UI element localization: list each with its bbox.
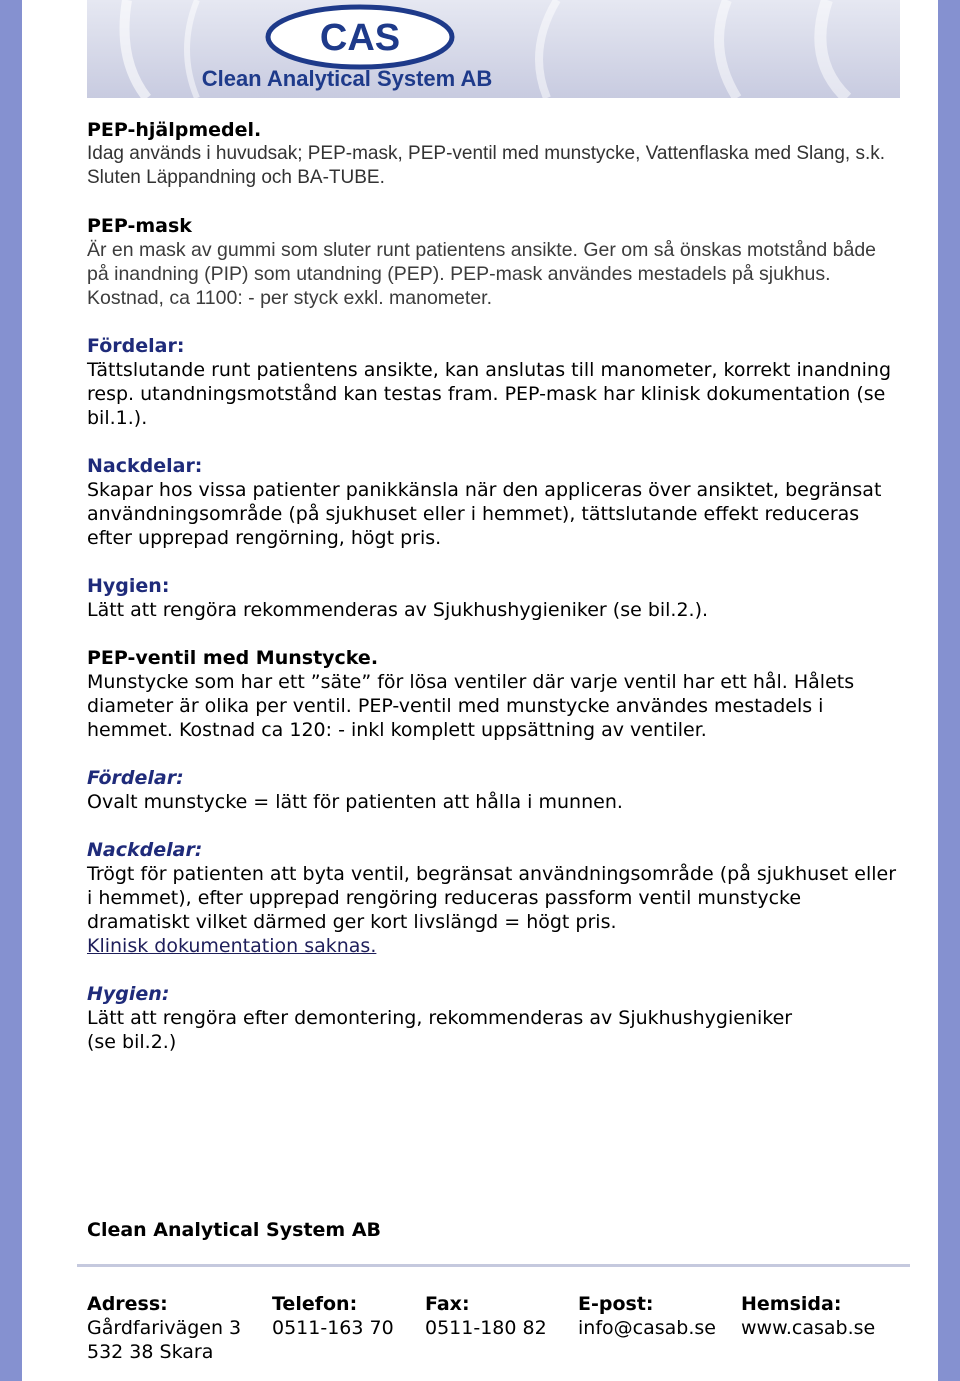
right-decorative-bar [938, 0, 960, 1381]
address-line-2: 532 38 Skara [87, 1341, 214, 1363]
document-body [87, 118, 902, 1054]
header-banner [87, 0, 900, 98]
pep-ventil-hygiene-text-2: (se bil.2.) [87, 1031, 177, 1053]
pep-mask-hygiene-text: Lätt att rengöra rekommenderas av Sjukhushygieniker (se bil.2.). [87, 599, 709, 621]
footer-phone [272, 1292, 394, 1340]
pep-ventil-cons-label: Nackdelar: [87, 839, 203, 861]
pep-mask-hygiene-label: Hygien: [87, 575, 170, 597]
pep-mask-cons-text: Skapar hos vissa patienter panikkänsla när den appliceras över ansiktet, begränsat användningsområde (på sjukhuset eller i hemmet), tättslutande effekt reduceras efter upprepad rengörning, högt pris. [87, 479, 882, 549]
pep-mask-pros-text: Tättslutande runt patientens ansikte, kan anslutas till manometer, korrekt inandning resp. utandningsmotstånd kan testas fram. PEP-mask har klinisk dokumentation (se bil.1.). [87, 359, 892, 429]
fax-value: 0511-180 82 [425, 1317, 547, 1339]
website-label: Hemsida: [741, 1293, 842, 1315]
pep-ventil-cons-text: Trögt för patienten att byta ventil, begränsat användningsområde (på sjukhuset eller i hemmet), efter upprepad rengöring reduceras passform ventil munstycke dramatiskt vilket därmed ger kort livslängd = högt pris. [87, 863, 897, 933]
clinical-documentation-link[interactable]: Klinisk dokumentation saknas. [87, 935, 377, 957]
pep-ventil-text: Munstycke som har ett ”säte” för lösa ventiler där varje ventil har ett hål. Hålets diameter är olika per ventil. PEP-ventil med munstycke användes mestadels i hemmet. Kostnad ca 120: - inkl komplett uppsättning av ventiler. [87, 671, 855, 741]
pep-mask-pros-label: Fördelar: [87, 335, 185, 357]
pep-ventil-heading: PEP-ventil med Munstycke. [87, 647, 379, 669]
logo-company: Clean Analytical System AB [201, 66, 493, 91]
footer-website [741, 1292, 875, 1340]
website-link[interactable]: www.casab.se [741, 1317, 876, 1339]
logo-text: CAS [319, 17, 401, 59]
pep-mask-cons-label: Nackdelar: [87, 455, 203, 477]
pep-ventil-pros-label: Fördelar: [87, 767, 184, 789]
address-label: Adress: [87, 1293, 168, 1315]
intro-text: Idag används i huvudsak; PEP-mask, PEP-ventil med munstycke, Vattenflaska med Slang, s.k. Sluten Läppandning och BA-TUBE. [87, 143, 886, 188]
footer-company-name: Clean Analytical System AB [87, 1219, 382, 1241]
footer-address [87, 1292, 241, 1364]
phone-label: Telefon: [272, 1293, 358, 1315]
pep-ventil-hygiene-label: Hygien: [87, 983, 170, 1005]
pep-mask-heading: PEP-mask [87, 215, 192, 237]
left-decorative-bar [0, 0, 22, 1381]
address-line-1: Gårdfarivägen 3 [87, 1317, 242, 1339]
fax-label: Fax: [425, 1293, 470, 1315]
footer-divider [77, 1264, 910, 1267]
pep-ventil-hygiene-text-1: Lätt att rengöra efter demontering, rekommenderas av Sjukhushygieniker [87, 1007, 793, 1029]
pep-ventil-pros-text: Ovalt munstycke = lätt för patienten att hålla i munnen. [87, 791, 623, 813]
pep-mask-text: Är en mask av gummi som sluter runt patientens ansikte. Ger om så önskas motstånd både på inandning (PIP) som utandning (PEP). PEP-mask användes mestadels på sjukhus. Kostnad, ca 1100: - per styck exkl. manometer. [87, 239, 877, 309]
company-logo [87, 0, 900, 98]
footer-fax [425, 1292, 547, 1340]
intro-heading: PEP-hjälpmedel. [87, 119, 262, 141]
email-label: E-post: [578, 1293, 654, 1315]
phone-value: 0511-163 70 [272, 1317, 394, 1339]
email-link[interactable]: info@casab.se [578, 1317, 716, 1339]
footer-email [578, 1292, 716, 1340]
